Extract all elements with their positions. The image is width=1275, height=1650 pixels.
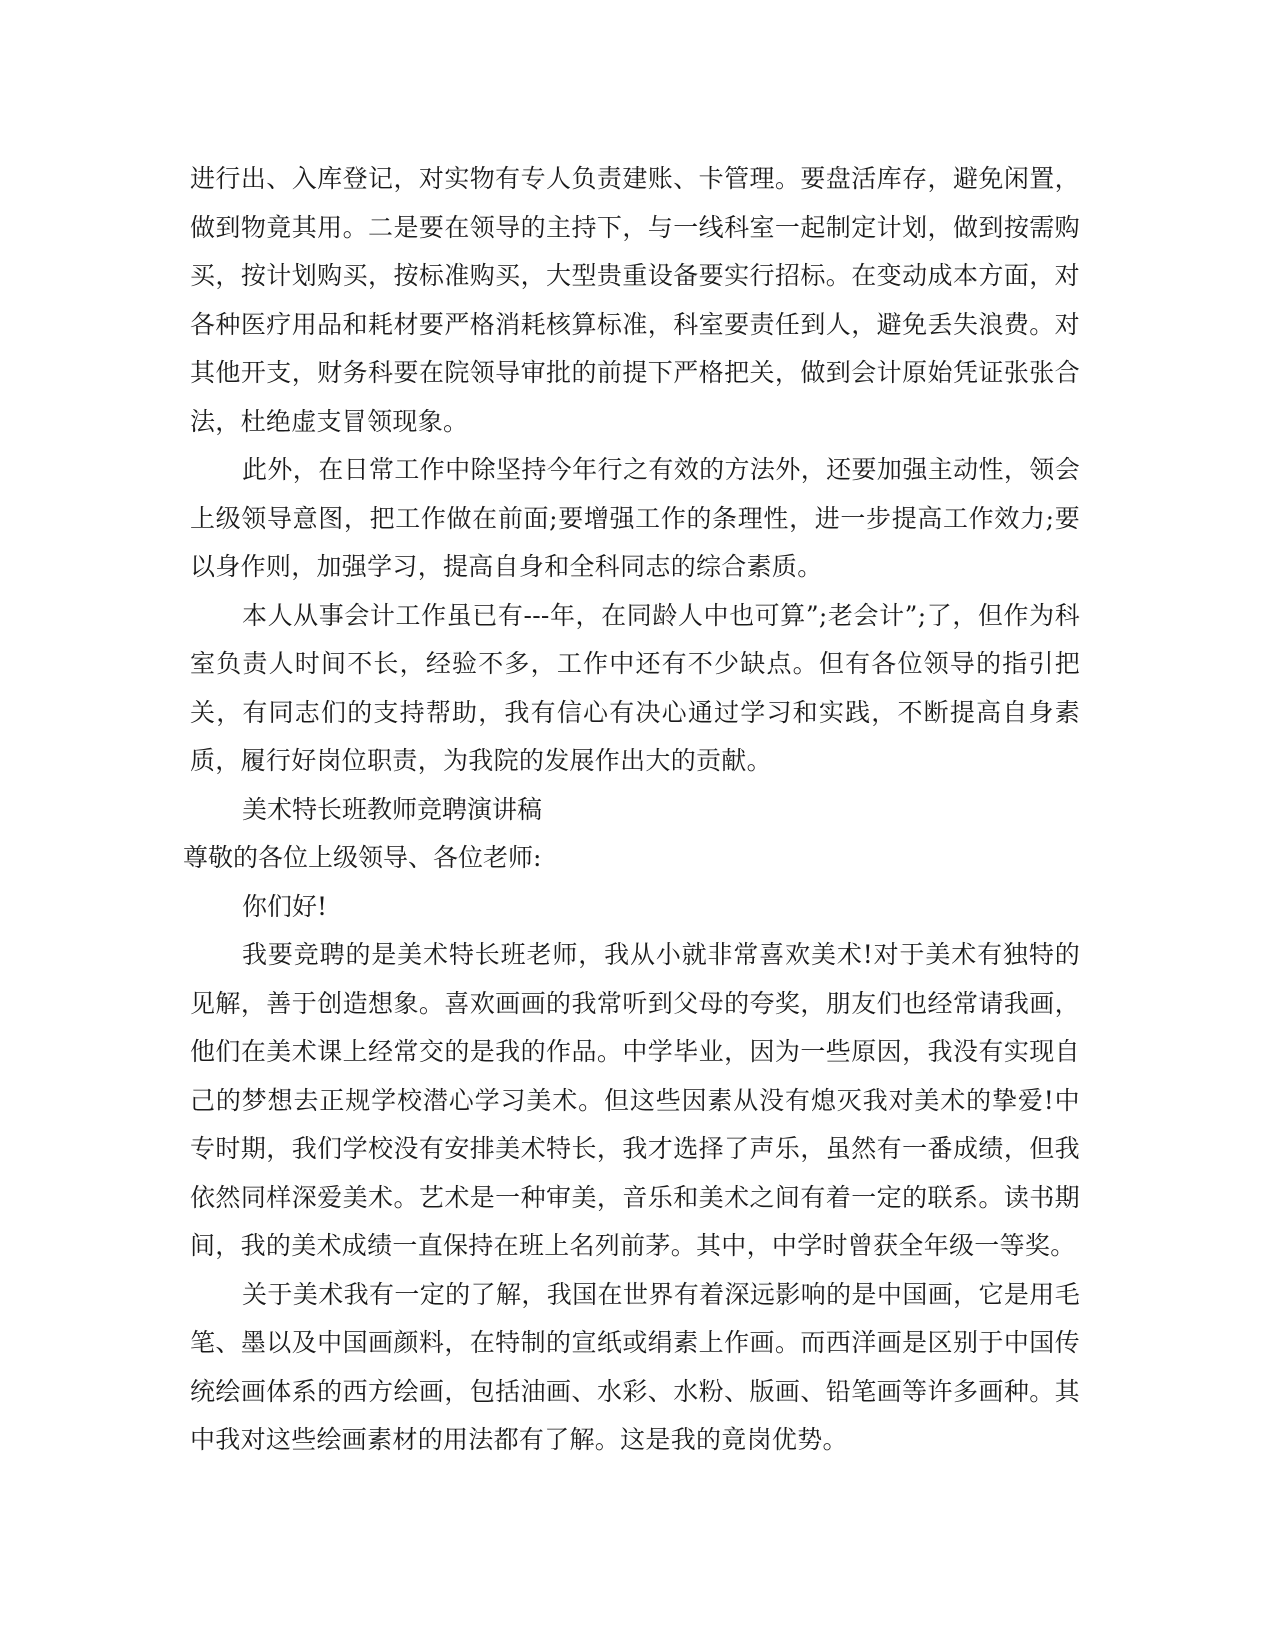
document-body bbox=[183, 155, 1080, 1465]
speech-hello: 你们好! bbox=[242, 891, 328, 921]
paragraph-cost-control: 进行出、入库登记，对实物有专人负责建账、卡管理。要盘活库存，避免闲置，做到物竟其用。二是要在领导的主持下，与一线科室一起制定计划，做到按需购买，按计划购买，按标准购买，大型贵重设备要实行招标。在变动成本方面，对各种医疗用品和耗材要严格消耗核算标准，科室要责任到人，避免丢失浪费。对其他开支，财务科要在院领导审批的前提下严格把关，做到会计原始凭证张张合法，杜绝虚支冒领现象。 bbox=[190, 164, 1080, 436]
speech-title: 美术特长班教师竞聘演讲稿 bbox=[242, 794, 543, 824]
paragraph-art-knowledge: 关于美术我有一定的了解，我国在世界有着深远影响的是中国画，它是用毛笔、墨以及中国画颜料，在特制的宣纸或绢素上作画。而西洋画是区别于中国传统绘画体系的西方绘画，包括油画、水彩、水粉、版画、铅笔画等许多画种。其中我对这些绘画素材的用法都有了解。这是我的竟岗优势。 bbox=[190, 1279, 1080, 1454]
paragraph-self-statement: 本人从事会计工作虽已有---年，在同龄人中也可算”;老会计”;了，但作为科室负责人时间不长，经验不多，工作中还有不少缺点。但有各位领导的指引把关，有同志们的支持帮助，我有信心有决心通过学习和实践，不断提高自身素质，履行好岗位职责，为我院的发展作出大的贡献。 bbox=[190, 600, 1080, 775]
paragraph-art-passion: 我要竞聘的是美术特长班老师，我从小就非常喜欢美术!对于美术有独特的见解，善于创造想象。喜欢画画的我常听到父母的夸奖，朋友们也经常请我画，他们在美术课上经常交的是我的作品。中学毕业，因为一些原因，我没有实现自己的梦想去正规学校潜心学习美术。但这些因素从没有熄灭我对美术的挚爱!中专时期，我们学校没有安排美术特长，我才选择了声乐，虽然有一番成绩，但我依然同样深爱美术。艺术是一种审美，音乐和美术之间有着一定的联系。读书期间，我的美术成绩一直保持在班上名列前茅。其中，中学时曾获全年级一等奖。 bbox=[190, 940, 1080, 1260]
speech-salutation: 尊敬的各位上级领导、各位老师: bbox=[183, 843, 542, 872]
paragraph-daily-work: 此外，在日常工作中除坚持今年行之有效的方法外，还要加强主动性，领会上级领导意图，把工作做在前面;要增强工作的条理性，进一步提高工作效力;要以身作则，加强学习，提高自身和全科同志的综合素质。 bbox=[190, 455, 1080, 581]
